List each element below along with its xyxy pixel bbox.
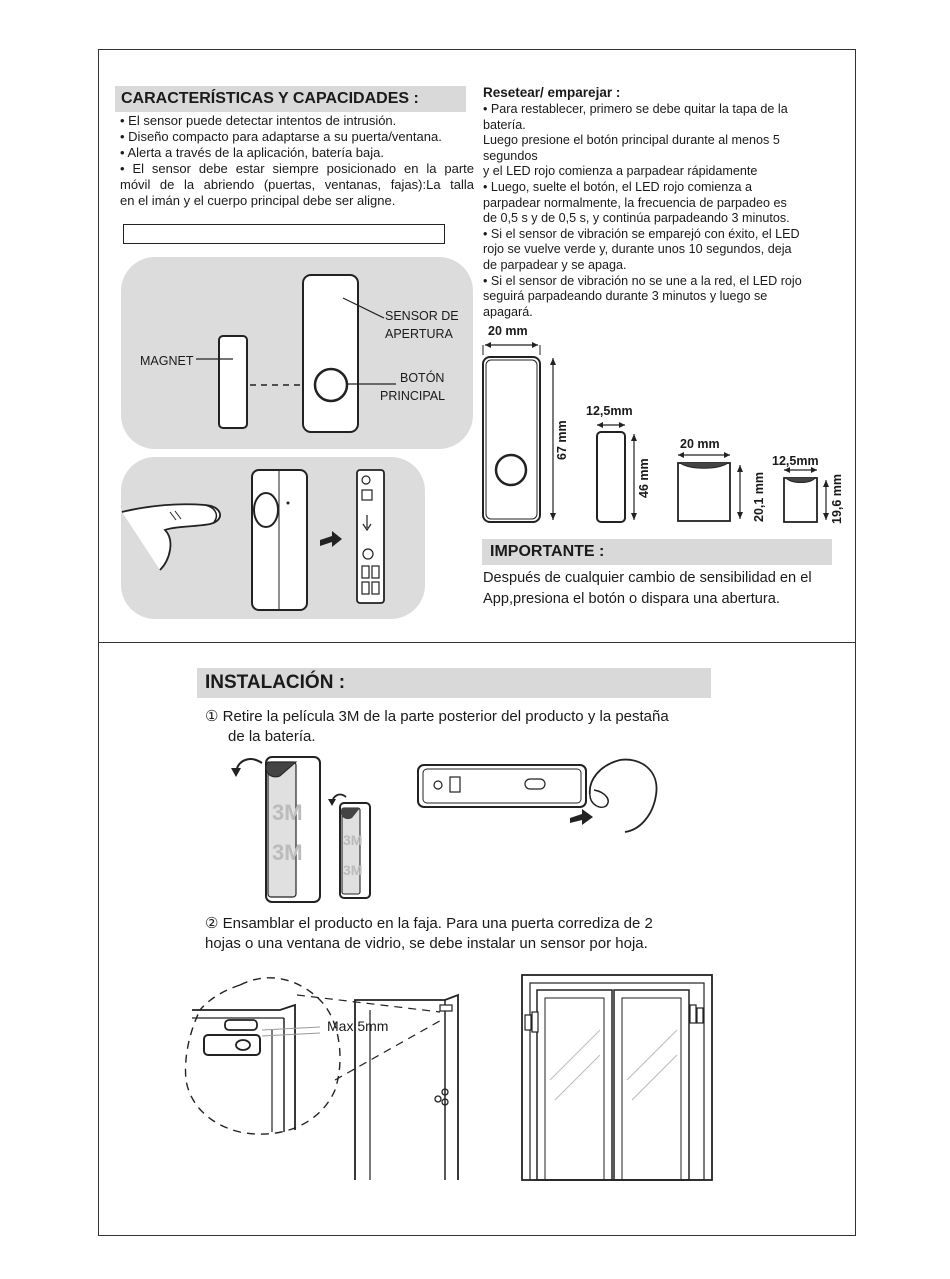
reset-line: y el LED rojo comienza a parpadear rápidamente xyxy=(483,164,758,179)
small-height-label: 19,6 mm xyxy=(830,473,844,524)
reset-line: parpadear normalmente, la frecuencia de parpadeo es xyxy=(483,195,787,210)
feature-item: • El sensor puede detectar intentos de intrusión. xyxy=(120,113,397,128)
reset-line: seguirá parpadeando durante 3 minutos y luego se xyxy=(483,289,768,304)
magnet-width-label: 12,5mm xyxy=(586,404,633,418)
svg-text:3M: 3M xyxy=(343,862,363,878)
reset-title: Resetear/ emparejar : xyxy=(483,85,621,100)
reset-line: batería. xyxy=(483,117,526,132)
reset-line: segundos xyxy=(483,148,538,163)
max-gap-label: Max 5mm xyxy=(327,1018,389,1034)
step1-line: de la batería. xyxy=(228,728,316,745)
reset-line: • Para restablecer, primero se debe quitar la tapa de la xyxy=(483,102,788,116)
svg-text:3M: 3M xyxy=(272,840,303,865)
step2-line: ② Ensamblar el producto en la faja. Para una puerta corrediza de 2 xyxy=(205,915,653,932)
features-title: CARACTERÍSTICAS Y CAPACIDADES : xyxy=(115,86,466,112)
feature-item: • Alerta a través de la aplicación, batería baja. xyxy=(120,145,384,160)
reset-line: • Si el sensor de vibración no se une a la red, el LED rojo xyxy=(483,273,802,288)
reset-line: apagará. xyxy=(483,304,533,319)
important-title: IMPORTANTE : xyxy=(482,539,832,565)
main-width-label: 20 mm xyxy=(488,324,528,338)
button-label-line1: BOTÓN xyxy=(400,371,445,385)
reset-line: Luego presione el botón principal durante al menos 5 xyxy=(483,133,780,148)
reset-line: rojo se vuelve verde y, durante unos 10 segundos, deja xyxy=(483,242,792,257)
feature-item: • Diseño compacto para adaptarse a su puerta/ventana. xyxy=(120,129,442,144)
reset-line: • Si el sensor de vibración se emparejó con éxito, el LED xyxy=(483,226,800,241)
feature-item: móvil de la abriendo (puertas, ventanas, fajas):La talla xyxy=(120,177,474,192)
small-width-label: 12,5mm xyxy=(772,454,819,468)
sensor-label-line2: APERTURA xyxy=(385,327,453,341)
reset-line: • Luego, suelte el botón, el LED rojo comienza a xyxy=(483,179,753,194)
important-line: App,presiona el botón o dispara una abertura. xyxy=(483,591,780,607)
feature-item: en el imán y el cuerpo principal debe ser aligne. xyxy=(120,193,396,208)
svg-text:3M: 3M xyxy=(343,832,363,848)
installation-title: INSTALACIÓN : xyxy=(197,668,711,698)
svg-text:3M: 3M xyxy=(272,800,303,825)
button-label-line2: PRINCIPAL xyxy=(380,389,446,403)
reset-line: de 0,5 s y de 0,5 s, y continúa parpadeando 3 minutos. xyxy=(483,211,790,226)
magnet-height-label: 46 mm xyxy=(637,458,651,498)
sensor-label-line1: SENSOR DE xyxy=(385,309,459,323)
step2-line: hojas o una ventana de vidrio, se debe instalar un sensor por hoja. xyxy=(205,935,648,952)
side-height-label: 20,1 mm xyxy=(752,471,766,522)
step1-line: ① Retire la película 3M de la parte posterior del producto y la pestaña xyxy=(205,708,669,725)
magnet-label: MAGNET xyxy=(140,354,194,368)
important-line: Después de cualquier cambio de sensibilidad en el xyxy=(483,570,812,586)
feature-item: • El sensor debe estar siempre posicionado en la parte xyxy=(120,161,474,176)
side-width-label: 20 mm xyxy=(680,437,720,451)
main-height-label: 67 mm xyxy=(555,420,569,460)
reset-line: de parpadear y se apaga. xyxy=(483,257,627,272)
